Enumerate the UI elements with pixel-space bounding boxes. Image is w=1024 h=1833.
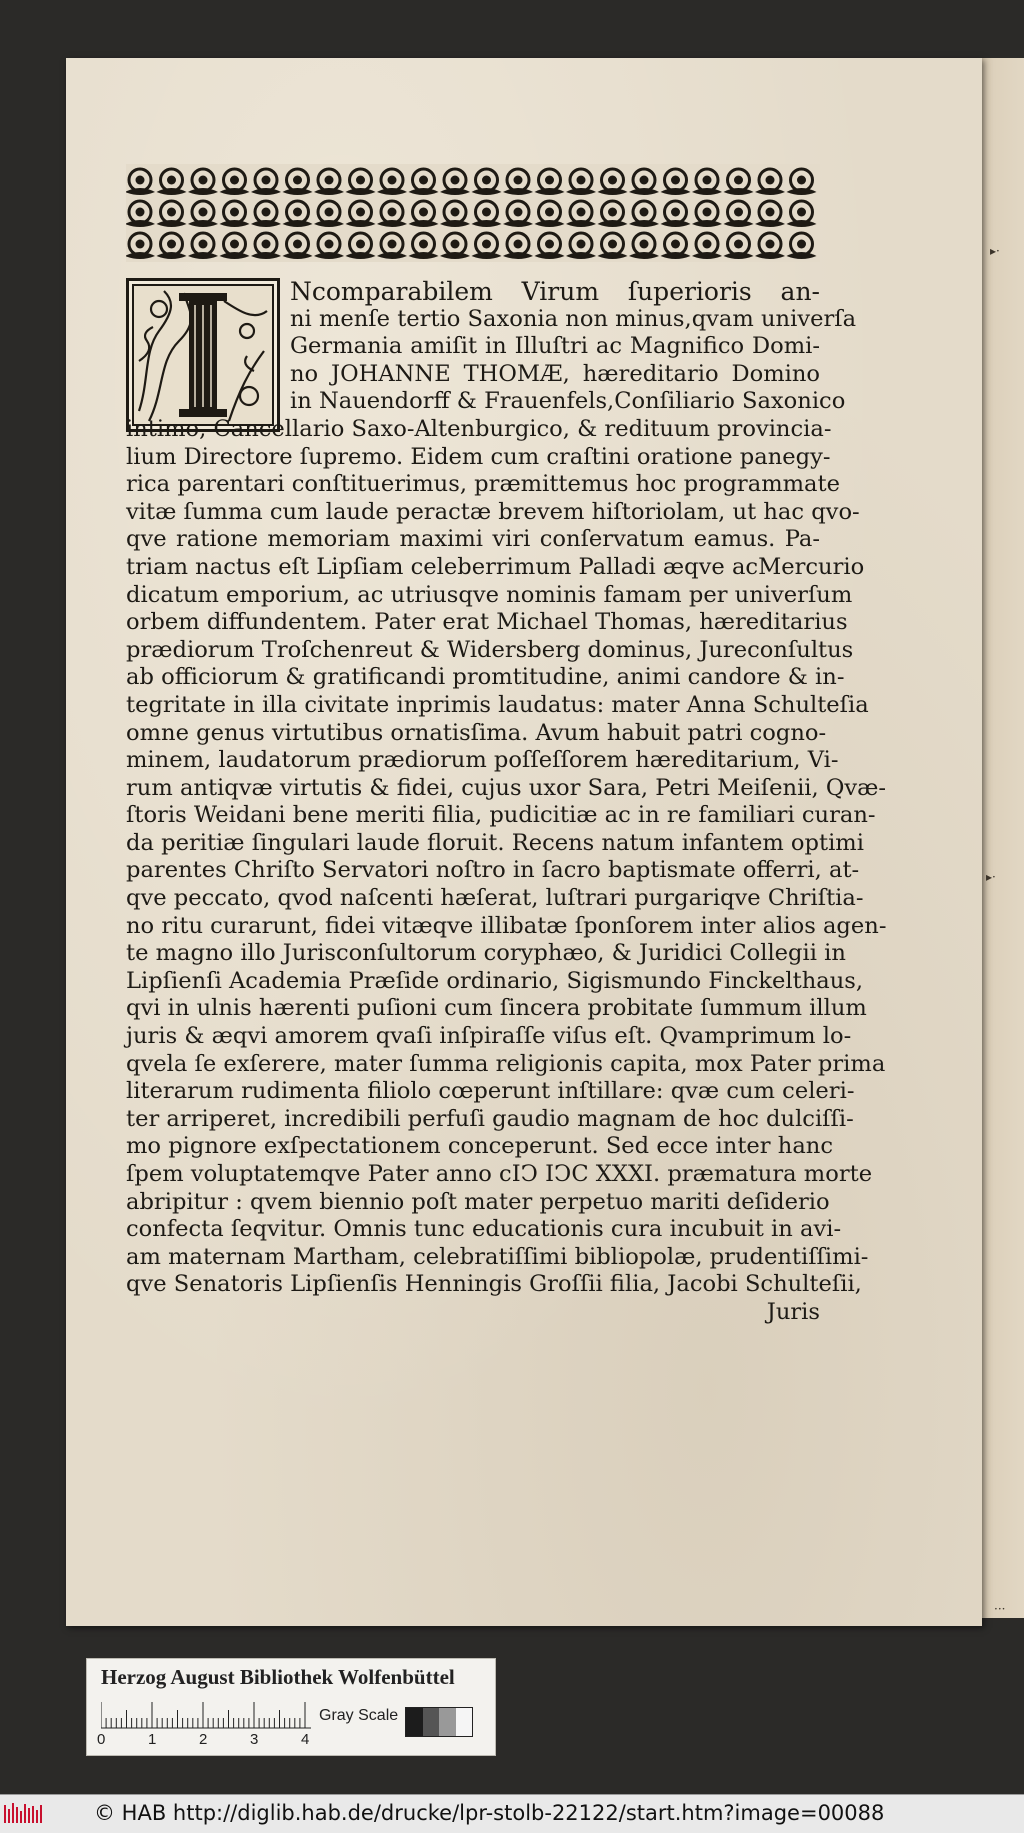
text-line: qve peccato, qvod naſcenti hæſerat, luſtrari purgariqve Chriſtia- xyxy=(126,885,864,912)
text-line: literarum rudimenta filiolo cœperunt inſtillare: qvæ cum celeri- xyxy=(126,1078,855,1105)
text-line: tegritate in illa civitate inprimis laudatus: mater Anna Schulteſia xyxy=(126,691,869,718)
text-line: lium Directore ſupremo. Eidem cum craſtini oratione panegy- xyxy=(126,443,831,470)
text-line: qvela ſe exſerere, mater ſumma religionis capita, mox Pater prima xyxy=(126,1050,886,1077)
text-line: no JOHANNE THOMÆ, hæreditario Domino xyxy=(290,360,820,387)
hab-logo-icon xyxy=(4,1801,48,1827)
text-line: qve Senatoris Lipſienſis Henningis Groſſii filia, Jacobi Schulteſii, xyxy=(126,1271,862,1298)
ruler xyxy=(101,1699,311,1729)
text-line: in Nauendorff & Frauenfels,Conſiliario Saxonico xyxy=(290,388,846,415)
text-line: ter arriperet, incredibili perfuſi gaudio magnam de hoc dulciſſi- xyxy=(126,1105,854,1132)
text-line: qvi in ulnis hærenti puſioni cum ſincera probitate ſummum illum xyxy=(126,995,867,1022)
text-line: parentes Chriſto Servatori noſtro in ſacro baptismate offerri, at- xyxy=(126,857,860,884)
text-line: prædiorum Troſchenreut & Widersberg dominus, Jureconſultus xyxy=(126,636,854,663)
text-line: Germania amiſit in Illuſtri ac Magnifico Domi- xyxy=(290,333,820,360)
text-line: rica parentari conſtituerimus, præmittemus hoc programmate xyxy=(126,471,840,498)
ruler-number: 1 xyxy=(148,1731,157,1748)
text-line: omne genus virtutibus ornatisſima. Avum habuit patri cogno- xyxy=(126,719,827,746)
adjacent-page-edge xyxy=(978,58,1024,1618)
text-line: orbem diffundentem. Pater erat Michael Thomas, hæreditarius xyxy=(126,609,848,636)
text-line: juris & æqvi amorem qvaſi inſpiraſſe viſus eſt. Qvamprimum lo- xyxy=(126,1023,852,1050)
margin-mark: ▸· xyxy=(990,244,1000,258)
margin-mark: ··· xyxy=(994,1602,1006,1616)
text-line: triam nactus eſt Lipſiam celeberrimum Palladi æqve acMercurio xyxy=(126,553,865,580)
text-line: no ritu curarunt, fidei vitæqve illibatæ ſponſorem inter alios agen- xyxy=(126,912,887,939)
text-line: Ncomparabilem Virum ſuperioris an- xyxy=(290,277,820,306)
footer-bar xyxy=(0,1794,1024,1833)
gray-scale-label: Gray Scale xyxy=(319,1707,399,1724)
body-text xyxy=(126,277,887,1327)
text-line: abripitur : qvem biennio poſt mater perpetuo mariti deſiderio xyxy=(126,1188,830,1215)
text-line: qve ratione memoriam maximi viri conſervatum eamus. Pa- xyxy=(126,526,820,553)
ruler-number: 3 xyxy=(250,1731,259,1748)
text-line: rum antiqvæ virtutis & fidei, cujus uxor Sara, Petri Meiſenii, Qvæ- xyxy=(126,774,887,801)
text-line: confecta ſeqvitur. Omnis tunc educationis cura incubuit in avi- xyxy=(126,1216,842,1243)
library-name: Herzog August Bibliothek Wolfenbüttel xyxy=(101,1665,455,1689)
ruler-number: 2 xyxy=(199,1731,208,1748)
text-line: ſpem voluptatemqve Pater anno cIↃ IↃC XXXI. præmatura morte xyxy=(126,1161,873,1187)
color-scale-card xyxy=(86,1658,496,1756)
text-line: intimo, Cancellario Saxo-Altenburgico, & redituum provincia- xyxy=(126,415,832,442)
footer-url: © HAB http://diglib.hab.de/drucke/lpr-stolb-22122/start.htm?image=00088 xyxy=(94,1801,885,1825)
ruler-number: 4 xyxy=(301,1731,310,1748)
text-line: minem, laudatorum prædiorum poſſeſſorem hæreditarium, Vi- xyxy=(126,747,839,774)
ruler-number: 0 xyxy=(97,1731,106,1748)
margin-mark: ▸· xyxy=(986,870,996,884)
text-line: ab officiorum & gratificandi promtitudine, animi candore & in- xyxy=(126,664,845,691)
catchword: Juris xyxy=(766,1298,820,1325)
text-line: te magno illo Jurisconſultorum coryphæo, & Juridici Collegii in xyxy=(126,940,846,967)
text-line: vitæ ſumma cum laude peractæ brevem hiſtoriolam, ut hac qvo- xyxy=(126,498,860,525)
text-line: ſtoris Weidani bene meriti filia, pudicitiæ ac in re familiari curan- xyxy=(126,802,876,829)
gray-scale-swatches xyxy=(405,1707,473,1737)
ornament-band xyxy=(126,164,820,262)
text-line: mo pignore exſpectationem conceperunt. Sed ecce inter hanc xyxy=(126,1133,833,1160)
text-line: ni menſe tertio Saxonia non minus,qvam univerſa xyxy=(290,305,857,332)
text-line: da peritiæ ſingulari laude floruit. Recens natum infantem optimi xyxy=(126,829,864,856)
text-line: dicatum emporium, ac utriusqve nominis famam per univerſum xyxy=(126,581,853,608)
text-line: am maternam Martham, celebratiſſimi bibliopolæ, prudentiſſimi- xyxy=(126,1243,869,1270)
text-line: Lipſienſi Academia Præſide ordinario, Sigismundo Finckelthaus, xyxy=(126,967,864,994)
